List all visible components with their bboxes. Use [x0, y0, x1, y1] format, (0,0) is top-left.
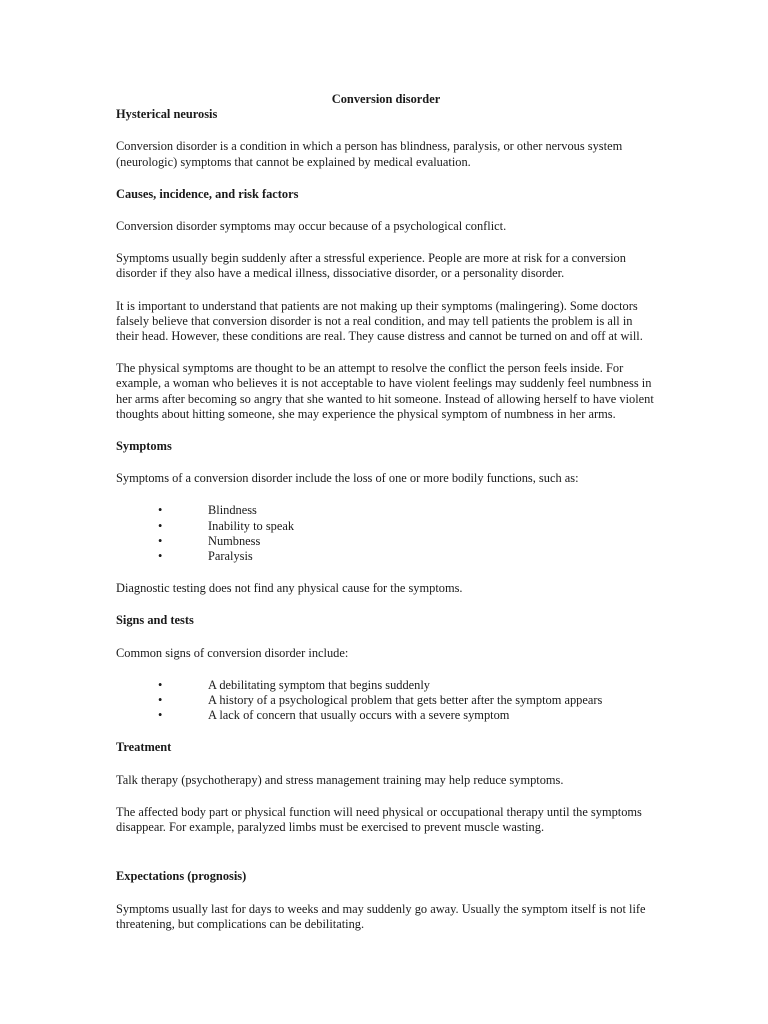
list-item-text: Inability to speak: [208, 518, 295, 533]
document-page: [116, 92, 656, 949]
prognosis-heading: Expectations (prognosis): [116, 869, 247, 884]
bullet-icon: •: [158, 677, 163, 692]
treatment-paragraph-1: Talk therapy (psychotherapy) and stress management training may help reduce symptoms.: [116, 772, 564, 787]
list-item-text: A lack of concern that usually occurs with a severe symptom: [208, 708, 510, 723]
bullet-icon: •: [158, 518, 163, 533]
causes-paragraph-1: Conversion disorder symptoms may occur because of a psychological conflict.: [116, 219, 507, 234]
section-spacer: [116, 852, 656, 869]
intro-paragraph: Conversion disorder is a condition in which a person has blindness, paralysis, or other nervous system (neurologic) symptoms that cannot be explained by medical evaluation.: [116, 139, 623, 169]
list-item: [116, 503, 656, 518]
bullet-icon: •: [158, 533, 163, 548]
bullet-icon: •: [158, 549, 163, 564]
signs-heading: Signs and tests: [116, 613, 194, 628]
bullet-icon: •: [158, 708, 163, 723]
document-subtitle: Hysterical neurosis: [116, 107, 218, 122]
bullet-icon: •: [158, 503, 163, 518]
list-item: [116, 519, 656, 534]
list-item: [116, 708, 656, 723]
symptoms-list: [116, 503, 656, 564]
signs-list: [116, 678, 656, 724]
list-item: [116, 678, 656, 693]
list-item-text: Blindness: [208, 503, 257, 518]
prognosis-paragraph-1: Symptoms usually last for days to weeks and may suddenly go away. Usually the symptom itself is not life threatening, but complications can be debilitating.: [116, 901, 646, 931]
causes-paragraph-3: It is important to understand that patients are not making up their symptoms (malingering). Some doctors falsely believe that conversion disorder is not a real condition, and may tell patients the problem is all in their head. However, these conditions are real. They cause distress and cannot be turned on and off at will.: [116, 298, 643, 344]
causes-heading: Causes, incidence, and risk factors: [116, 186, 299, 201]
document-title: Conversion disorder: [331, 92, 441, 106]
list-item-text: A debilitating symptom that begins suddenly: [208, 677, 430, 692]
symptoms-outro: Diagnostic testing does not find any physical cause for the symptoms.: [116, 581, 463, 596]
symptoms-heading: Symptoms: [116, 439, 172, 454]
signs-intro: Common signs of conversion disorder include:: [116, 645, 349, 660]
list-item: [116, 549, 656, 564]
list-item-text: A history of a psychological problem that gets better after the symptom appears: [208, 693, 603, 708]
treatment-paragraph-2: The affected body part or physical function will need physical or occupational therapy until the symptoms disappear. For example, paralyzed limbs must be exercised to prevent muscle wasting.: [116, 804, 642, 835]
list-item-text: Paralysis: [208, 549, 253, 564]
list-item: [116, 534, 656, 549]
bullet-icon: •: [158, 693, 163, 708]
list-item-text: Numbness: [208, 533, 261, 548]
list-item: [116, 693, 656, 708]
causes-paragraph-2: Symptoms usually begin suddenly after a stressful experience. People are more at risk for a conversion disorder if they also have a medical illness, dissociative disorder, or a personality disorder.: [116, 251, 626, 281]
symptoms-intro: Symptoms of a conversion disorder include the loss of one or more bodily functions, such as:: [116, 471, 579, 486]
treatment-heading: Treatment: [116, 740, 172, 755]
causes-paragraph-4: The physical symptoms are thought to be an attempt to resolve the conflict the person feels inside. For example, a woman who believes it is not acceptable to have violent feelings may suddenly feel numbness in her arms after becoming so angry that she wanted to hit someone. Instead of allowing herself to have violent thoughts about hitting someone, she may experience the physical symptom of numbness in her arms.: [116, 361, 654, 421]
